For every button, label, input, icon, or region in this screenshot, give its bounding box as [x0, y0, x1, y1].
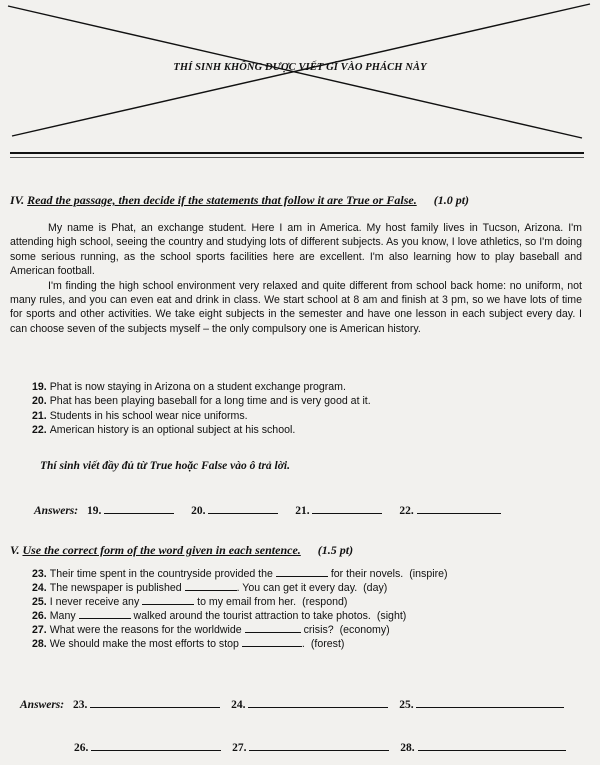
answer-blank-20[interactable]: [208, 503, 278, 514]
statement-21: 21. Students in his school wear nice uniforms.: [32, 409, 248, 422]
answer-num-20: 20.: [191, 505, 206, 517]
answer-blank-23[interactable]: [90, 697, 220, 708]
blank-25[interactable]: [142, 595, 194, 605]
blank-28[interactable]: [242, 637, 302, 647]
section-4-points: (1.0 pt): [433, 193, 470, 207]
blank-23[interactable]: [276, 567, 328, 577]
true-false-statements: [32, 380, 371, 438]
blank-26[interactable]: [79, 609, 131, 619]
item-23: 23. Their time spent in the countryside provided the for their novels. (inspire): [32, 568, 448, 580]
section-4-roman: IV.: [10, 193, 25, 207]
answer-blank-24[interactable]: [248, 697, 388, 708]
passage-paragraph-2: I'm finding the high school environment very relaxed and quite different from school back home: no uniform, not many rules, and you can even eat and drink in class. We start school at 8 am and finish at 3 pm, so we have lots of time for sports and other activities. We take eight subjects in the semester and have one lesson in each subject every day. I can choose seven of the subjects myself – the only compulsory one is American history.: [10, 279, 582, 335]
header-banner: THÍ SINH KHÔNG ĐƯỢC VIẾT GÌ VÀO PHÁCH NÀY: [173, 62, 427, 73]
answer-blank-26[interactable]: [91, 740, 221, 751]
section-5-points: (1.5 pt): [317, 543, 354, 557]
section-5-answer-row-2: [74, 740, 566, 754]
item-28: 28. We should make the most efforts to stop . (forest): [32, 638, 345, 650]
item-25: 25. I never receive any to my email from her. (respond): [32, 596, 348, 608]
statement-20: 20. Phat has been playing baseball for a long time and is very good at it.: [32, 395, 371, 408]
word-form-items: [32, 567, 448, 651]
answer-num-27: 27.: [232, 742, 247, 754]
answer-num-26: 26.: [74, 742, 89, 754]
answer-num-24: 24.: [231, 699, 246, 711]
statement-19: 19. Phat is now staying in Arizona on a student exchange program.: [32, 381, 346, 393]
item-27: 27. What were the reasons for the worldwide crisis? (economy): [32, 624, 390, 636]
passage-paragraph-1: My name is Phat, an exchange student. Here I am in America. My host family lives in Tucson, Arizona. I'm attending high school, seeing the country and studying lots of different subjects. As you know, I love athletics, so I'm doing some serious running, as the school sports facilities here are excellent. I'm also learning how to play baseball and American football.: [10, 222, 582, 278]
answer-num-25: 25.: [399, 699, 414, 711]
item-24: 24. The newspaper is published . You can get it every day. (day): [32, 582, 388, 594]
answer-blank-22[interactable]: [417, 503, 501, 514]
answer-blank-19[interactable]: [104, 503, 174, 514]
answer-num-23: 23.: [72, 699, 88, 711]
reading-passage: [10, 221, 582, 336]
header-separator-thin: [10, 157, 584, 158]
section-4-instruction: Read the passage, then decide if the statements that follow it are True or False.: [27, 193, 417, 207]
section-4-heading: [10, 193, 469, 208]
blank-24[interactable]: [185, 581, 237, 591]
cross-out-lines: [0, 0, 600, 160]
instruction-note: Thí sinh viết đầy đủ từ True hoặc False vào ô trả lời.: [40, 460, 290, 472]
answer-num-28: 28.: [400, 742, 415, 754]
section-5-answer-row-1: [20, 697, 564, 711]
item-26: 26. Many walked around the tourist attraction to take photos. (sight): [32, 610, 407, 622]
answer-blank-21[interactable]: [312, 503, 382, 514]
answer-num-21: 21.: [295, 505, 310, 517]
blank-27[interactable]: [245, 623, 301, 633]
header-separator: [10, 152, 584, 154]
answer-blank-28[interactable]: [418, 740, 566, 751]
answer-blank-27[interactable]: [249, 740, 389, 751]
section-5-heading: [10, 543, 353, 558]
section-5-roman: V.: [10, 543, 20, 557]
answer-num-22: 22.: [399, 505, 414, 517]
answers-label-5: Answers:: [20, 699, 65, 711]
answers-label-4: Answers:: [34, 505, 79, 517]
answer-blank-25[interactable]: [416, 697, 564, 708]
section-5-instruction: Use the correct form of the word given in each sentence.: [22, 543, 301, 557]
statement-22: 22. American history is an optional subject at his school.: [32, 424, 296, 437]
answer-num-19: 19.: [86, 505, 102, 517]
section-4-answer-row: [34, 503, 501, 517]
